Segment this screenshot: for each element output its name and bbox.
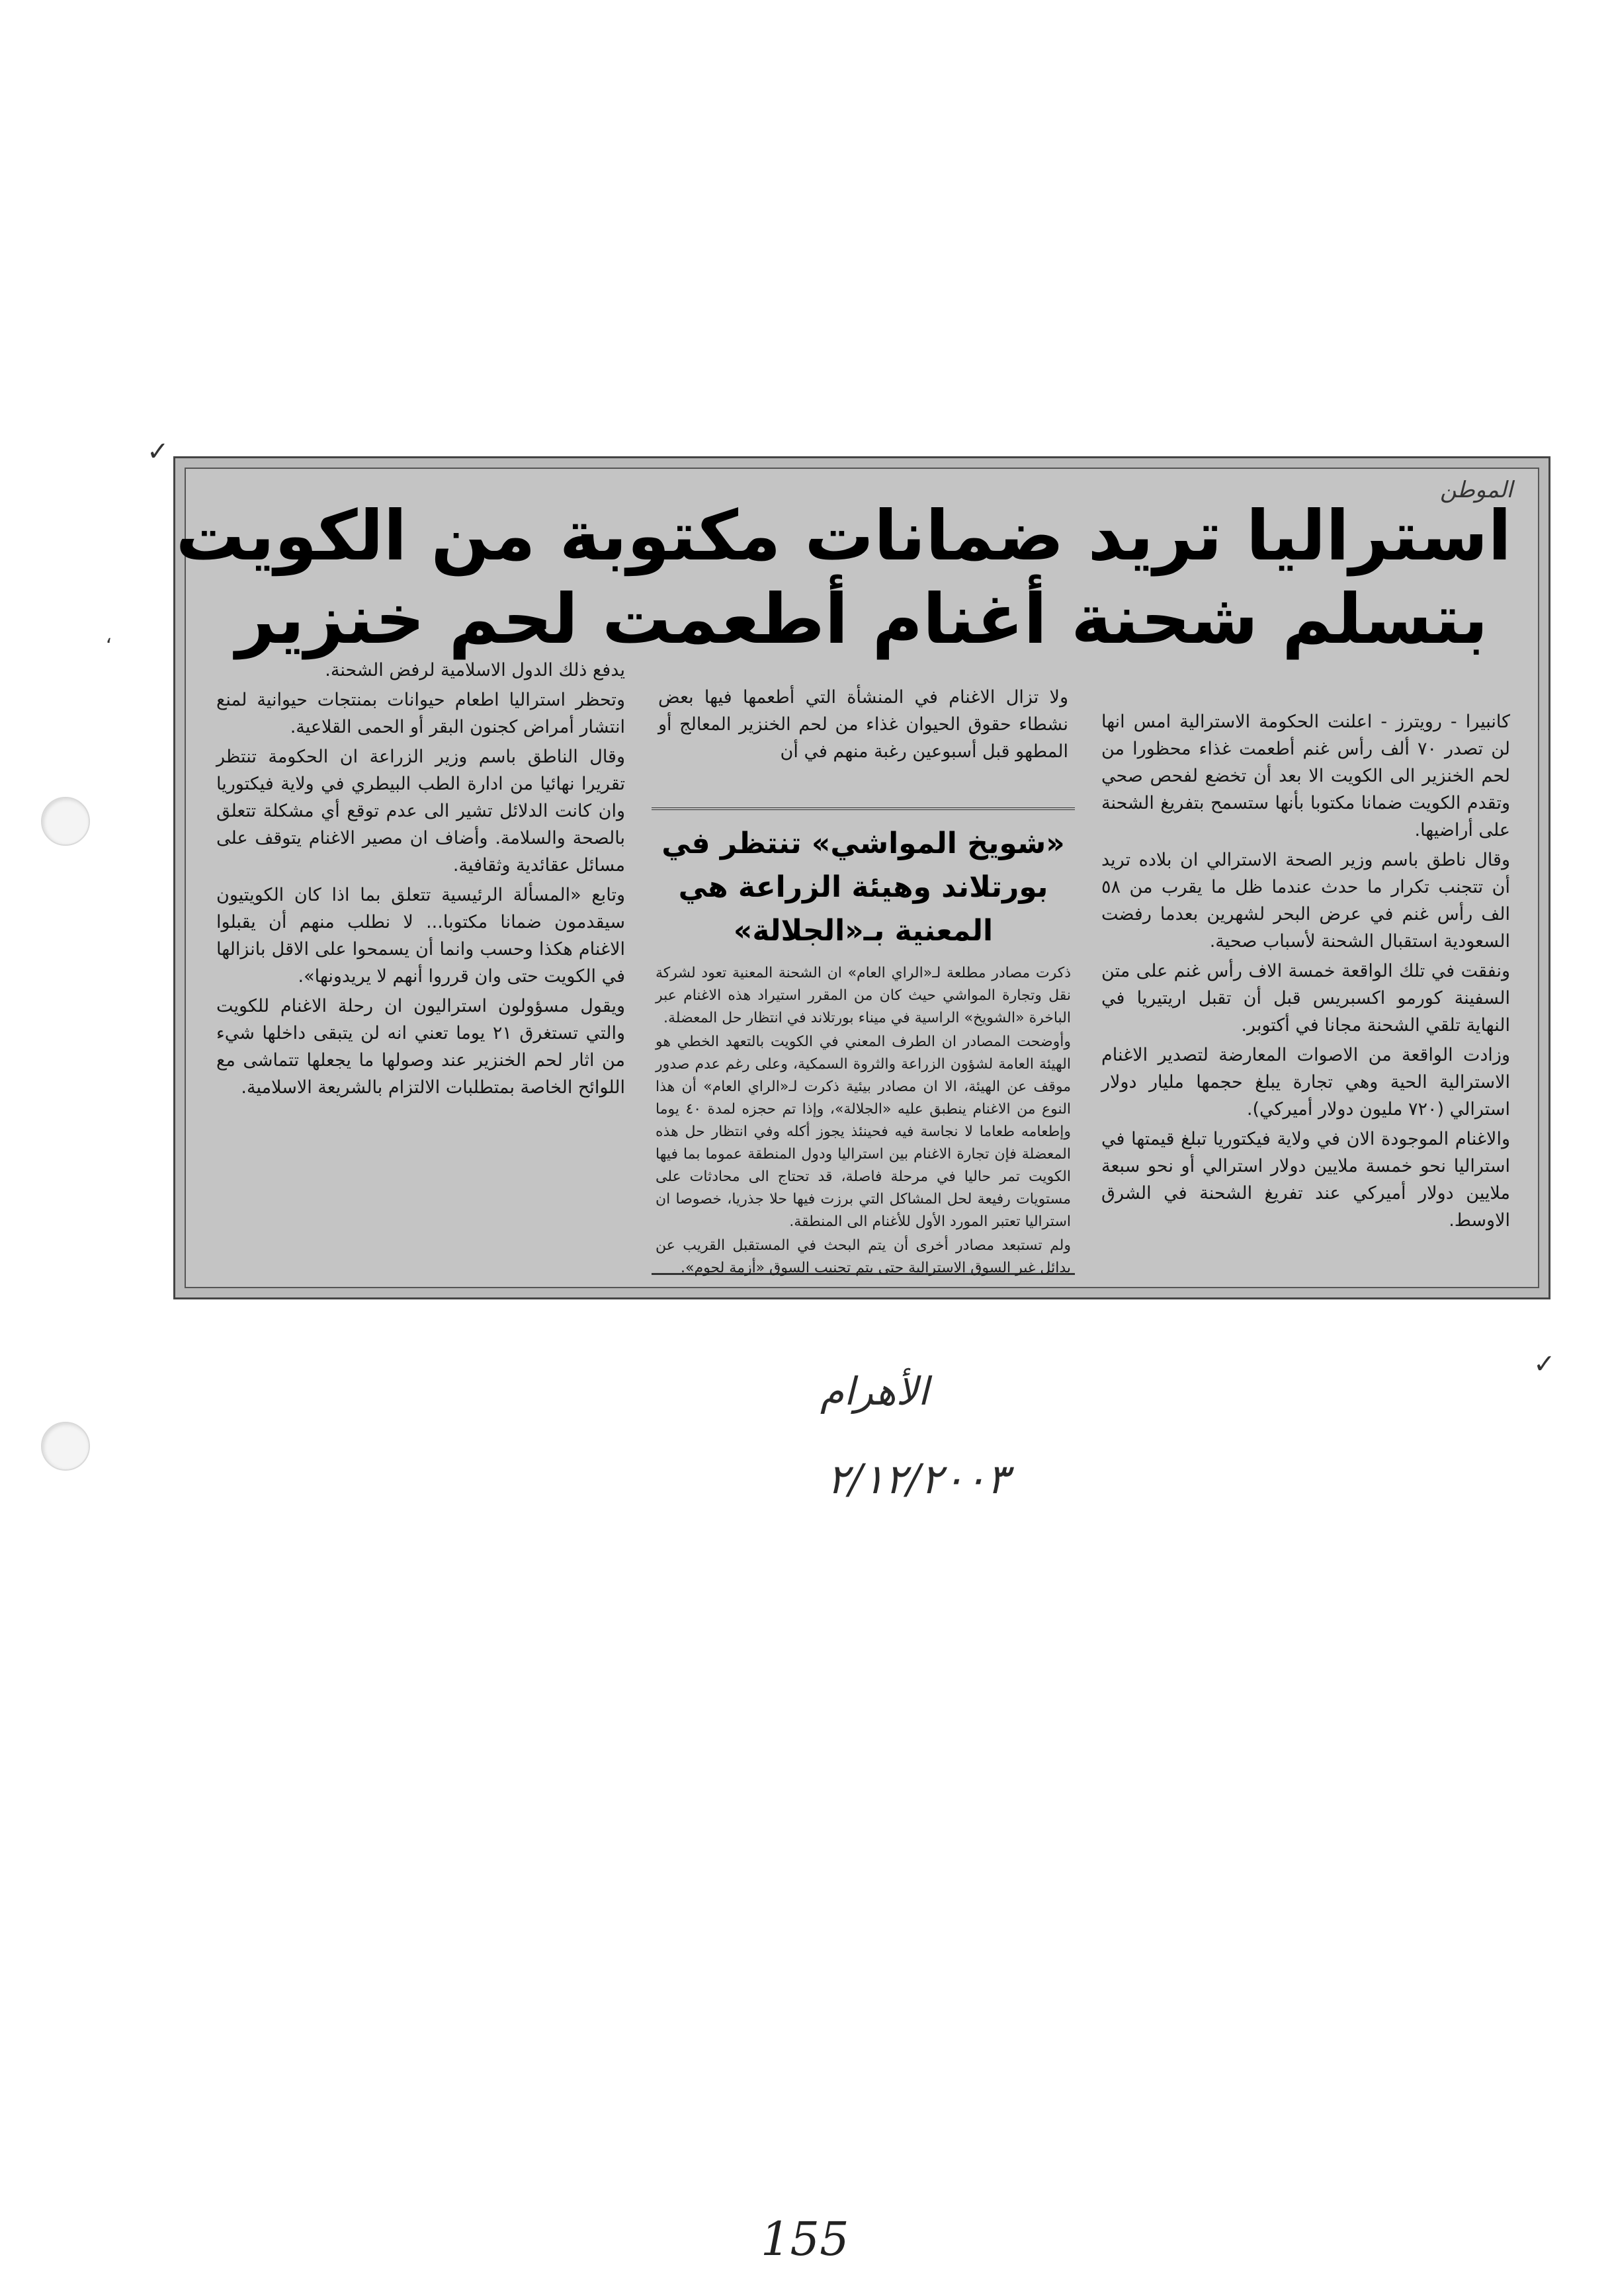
newspaper-clipping — [173, 456, 1550, 1299]
paragraph: ولا تزال الاغنام في المنشأة التي أطعمها فيها بعض نشطاء حقوق الحيوان غذاء من لحم الخنزير المعالج أو المطهو قبل أسبوعين رغبة منهم في أن — [658, 687, 1068, 762]
side-tick: ‘ — [106, 635, 112, 658]
paragraph: وأوضحت المصادر ان الطرف المعني في الكويت بالتعهد الخطي هو الهيئة العامة لشؤون الزراعة والثروة السمكية، وعلى رغم عدم صدور موقف عن الهيئة، الا ان مصادر بيئية ذكرت لـ«الراي العام» أن هذا النوع من الاغنام ينطبق عليه «الجلالة»، وإذا تم حجزه لمدة ٤٠ يوما وإطعامه طعاما لا نجاسة فيه فحينئذ يجوز أكله وفي انتظار حل هذه المعضلة فإن تجارة الاغنام بين استراليا ودول المنطقة عموما بما فيها الكويت تمر حاليا في مرحلة فاصلة، قد تحتاج الى محادثات على مستويات رفيعة لحل المشاكل التي برزت فيها حلا جذريا، خصوصا ان استراليا تعتبر المورد الأول للأغنام الى المنطقة. — [656, 1034, 1072, 1230]
paragraph: يدفع ذلك الدول الاسلامية لرفض الشحنة. — [325, 660, 625, 680]
clipping-body — [175, 468, 1539, 1288]
punch-hole-bottom — [41, 1422, 90, 1471]
paragraph: ونفقت في تلك الواقعة خمسة الاف رأس غنم على متن السفينة كورمو اكسبريس قبل أن تقبل اريتيريا في النهاية تلقي الشحنة مجانا في أكتوبر. — [1101, 961, 1510, 1036]
article-column-right — [1101, 708, 1510, 1237]
paragraph: ذكرت مصادر مطلعة لـ«الراي العام» ان الشحنة المعنية تعود لشركة نقل وتجارة المواشي حيث كان من المقرر استيراد هذه الاغنام عبر الباخرة «الشويخ» الراسية في ميناء بورتلاند في انتظار حل المعضلة. — [656, 965, 1071, 1026]
source-tag: الموطن — [1440, 477, 1513, 503]
headline-line-1: استراليا تريد ضمانات مكتوبة من الكويت — [175, 495, 1511, 576]
paragraph: وقال الناطق باسم وزير الزراعة ان الحكومة تنتظر تقريرا نهائيا من ادارة الطب البيطري في ولاية فيكتوريا وان كانت الدلائل تشير الى عدم توقع أي مشكلة تتعلق بالصحة والسلامة. وأضاف ان مصير الاغنام يتوقف على مسائل عقائدية وثقافية. — [216, 747, 625, 876]
paragraph: والاغنام الموجودة الان في ولاية فيكتوريا تبلغ قيمتها في استراليا نحو خمسة ملايين دولار استرالي أو نحو سبعة ملايين دولار أميركي عند تفريغ الشحنة في الشرق الاوسط. — [1101, 1129, 1510, 1231]
punch-hole-top — [41, 797, 90, 846]
article-column-middle — [658, 684, 1068, 768]
paragraph: كانبيرا - رويترز - اعلنت الحكومة الاسترالية امس انها لن تصدر ٧٠ ألف رأس غنم أطعمت غذاء محظورا من لحم الخنزير الى الكويت الا بعد أن تخضع لفحص صحي وتقدم الكويت ضمانا مكتوبا بأنها ستسمح بتفريغ الشحنة على أراضيها. — [1101, 712, 1510, 840]
corner-mark: ✓ — [1533, 1349, 1556, 1379]
sidebar-body — [652, 962, 1075, 1280]
handwritten-date: ٢/١٢/٢٠٠٣ — [827, 1455, 1009, 1503]
paragraph: وقال ناطق باسم وزير الصحة الاسترالي ان بلاده تريد أن تتجنب تكرار ما حدث عندما ظل ما يقرب من ٥٨ الف رأس غنم في عرض البحر لشهرين بعدما رفضت السعودية استقبال الشحنة لأسباب صحية. — [1101, 850, 1510, 952]
corner-mark: ✓ — [147, 436, 169, 467]
sidebar-title: «شويخ المواشي» تنتظر في بورتلاند وهيئة الزراعة هي المعنية بـ«الجلالة» — [661, 827, 1065, 948]
paragraph: وتحظر استراليا اطعام حيوانات بمنتجات حيوانية لمنع انتشار أمراض كجنون البقر أو الحمى القلاعية. — [216, 690, 625, 737]
headline-line-2: بتسلم شحنة أغنام أطعمت لحم خنزير — [235, 579, 1488, 659]
paragraph: ويقول مسؤولون استراليون ان رحلة الاغنام للكويت والتي تستغرق ٢١ يوما تعني انه لن يتبقى داخلها شيء من اثار لحم الخنزير عند وصولها ما يجعلها تتماشى مع اللوائح الخاصة بمتطلبات الالتزام بالشريعة الاسلامية. — [216, 996, 625, 1098]
paragraph: وزادت الواقعة من الاصوات المعارضة لتصدير الاغنام الاسترالية الحية وهي تجارة يبلغ حجمها مليار دولار استرالي (٧٢٠ مليون دولار أميركي). — [1101, 1045, 1510, 1120]
handwritten-paper-name: الأهرام — [820, 1369, 929, 1414]
sidebar-box — [652, 807, 1075, 1275]
page-number: 155 — [761, 2212, 849, 2266]
paragraph: وتابع «المسألة الرئيسية تتعلق بما اذا كان الكويتيون سيقدمون ضمانا مكتوبا... لا نطلب منهم أن يقبلوا الاغنام هكذا وحسب وانما أن يسمحوا على الاقل بانزالها في الكويت حتى وان قرروا أنهم لا يريدونها». — [216, 885, 625, 987]
article-column-left — [216, 657, 625, 1104]
paragraph: ولم تستبعد مصادر أخرى أن يتم البحث في المستقبل القريب عن بدائل غير السوق الاسترالية حتى يتم تجنيب السوق «أزمة لحوم». — [656, 1237, 1071, 1276]
